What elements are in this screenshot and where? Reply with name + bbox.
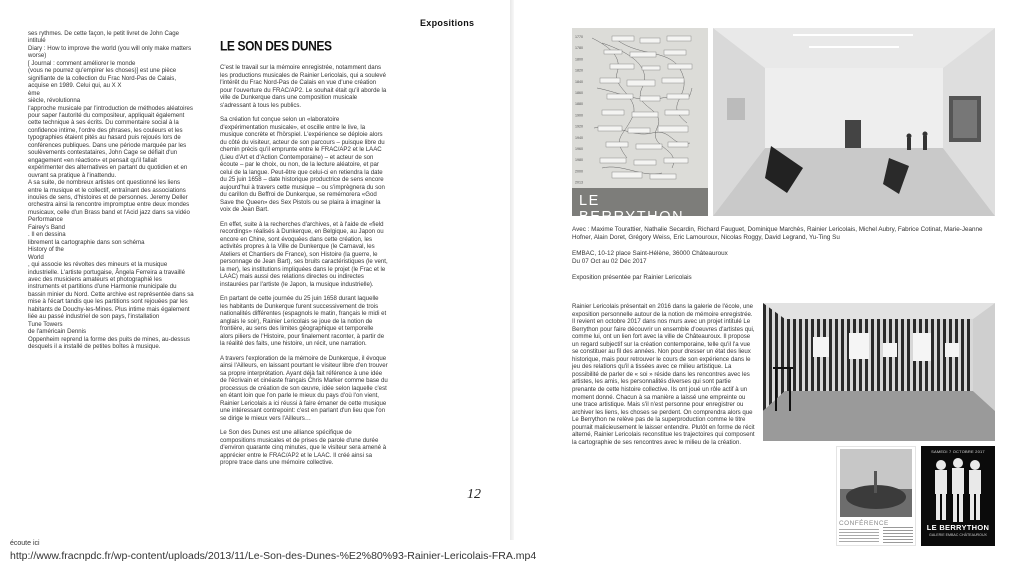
left-paragraph: siècle, révolutionna	[28, 97, 81, 105]
left-paragraph: A sa suite, de nombreux artistes ont questionné les liens entre la musique et le collectif, entraînant des associations inouïes de sens, d'histoires et de personnes. Jeremy Deller orchestra ainsi la rencontre impromptue entre deux mondes musicaux, celle d'un Brass band et l'Acid jazz dans sa vidéo Performance	[28, 179, 190, 224]
listen-label: écoute ici	[10, 540, 40, 547]
diagram-year-label: 1960	[575, 147, 583, 151]
middle-article	[220, 38, 388, 474]
article-paragraph: C'est le travail sur la mémoire enregistrée, notamment dans les productions musicales de Rainier Lericolais, qui a soulevé l'intérêt du Frac Nord-Pas de Calais en vue d'une création pour l'ouverture du FRAC/AP2. Le souhait était qu'il aborde la ville de Dunkerque dans une composition musicale s'adressant à tous les publics.	[220, 64, 387, 109]
berrython-poster-image	[921, 446, 995, 546]
diagram-year-label: 1840	[575, 79, 583, 84]
diagram-year-label: 1770	[575, 35, 583, 39]
invitation-photo	[840, 449, 912, 517]
left-paragraph: Fairey's Band	[28, 223, 66, 231]
audio-link[interactable]: http://www.fracnpdc.fr/wp-content/uploads/2013/11/Le-Son-des-Dunes-%E2%80%93-Rainier-Lericolais-FRA.mp4	[10, 550, 537, 562]
diagram-year-label: 1920	[575, 124, 583, 129]
article-title: LE SON DES DUNES	[220, 38, 332, 55]
left-paragraph: World	[28, 253, 44, 261]
poster-figures	[921, 455, 995, 525]
credits-artists: Avec : Maxime Tourattier, Nathalie Secardin, Richard Fauguet, Dominique Marchès, Rainier Lericolais, Michel Aubry, Fabrice Cotinat, Marie-Jeanne Hofner, Alain Doret, Grégory Weiss, Eric Lamouroux, Nicolas Roggy, David Legrand, Yu-Ting Su	[572, 226, 983, 241]
left-paragraph: (vous ne pourrez qu'empirer les choses)] est une pièce signifiante de la collection du Frac Nord-Pas de Calais, acquise en 1989. Celui qui, au X X	[28, 67, 177, 90]
diagram-year-label: 1820	[575, 68, 583, 73]
poster-title: LE BERRYTHON	[926, 523, 990, 532]
diagram-year-label: 1860	[575, 91, 583, 95]
berrython-diagram-image	[572, 28, 708, 225]
poster-subtitle: GALERIE EMBAC CHÂTEAUROUX	[929, 533, 987, 537]
left-paragraph: , qui associe les révoltes des mineurs et la musique industrielle. L'artiste portugaise, Ângela Ferreira a travaillé avec des musiciens amateurs et photographié les instruments et partitions d'une Harmonie municipale du bassin minier du Nord. Cette archive est représentée dans sa mise à l'écart tandis que les partitions sont rejouées par les habitants de Douchy-les-Mines. Plus intime mais également liée au passé industriel de son pays, l'installation	[28, 261, 194, 321]
poster-date: SAMEDI 7 OCTOBRE 2017	[931, 449, 985, 454]
article-paragraph: Le Son des Dunes est une alliance spécifique de compositions musicales et de prises de parole d'une durée d'environ quarante cinq minutes, que le visiteur sera amené à apprécier entre le FRAC/AP2 et le LAAC. Il créé ainsi sa propre trace dans une mémoire collective.	[220, 429, 387, 466]
section-brand-logo: Expositions	[420, 18, 475, 28]
left-paragraph: . Il en dessina	[28, 231, 66, 239]
left-paragraph: [ Journal : comment améliorer le monde	[28, 59, 136, 67]
article-paragraph: En effet, suite à la recherches d'archives, et à l'aide de «field recordings» réalisés à Dunkerque, en Belgique, au Japon ou encore en Chine, sont évoquées dans cette création, les activités propres à la Ville de Dunkerque (le Carnaval, les Ateliers et Chantiers de France), son Histoire (la guerre, le personnage de Jean Bart), ses bruits caractéristiques (le vent, la mer), les institutions impliquées dans le projet (le Frac et le LAAC) mais aussi des relations directes ou indirectes instaurées par l'artiste (le Japon, la musique industrielle).	[220, 220, 388, 288]
article-paragraph: A travers l'exploration de la mémoire de Dunkerque, il évoque ainsi l'Ailleurs, en laissant pourtant le visiteur libre d'en trouver sa propre interprétation. Ayant déjà fait référence à une idée de l'écrivain et cinéaste français Chris Marker comme base du processus de création de son œuvre, idée selon laquelle c'est en étant loin que l'on parle le mieux du pays d'où l'on vient, Rainier Lericolais a ici réussi à faire émaner de cette musique une intéressant contrepoint: c'est en parlant d'un lieu que l'on se dirige le mieux vers l'Ailleurs…	[220, 354, 388, 422]
diagram-year-label: 1800	[575, 57, 583, 62]
exhibition-credits	[572, 226, 990, 290]
credits-venue: EMBAC, 10-12 place Saint-Hélène, 36000 Châteauroux Du 07 Oct au 02 Déc 2017	[572, 250, 728, 265]
left-paragraph: ème	[28, 89, 40, 97]
left-paragraph: ses rythmes. De cette façon, le petit livret de John Cage intitulé	[28, 30, 180, 45]
left-paragraph: History of the	[28, 246, 64, 254]
diagram-banner: LE BERRYTHON	[572, 188, 708, 216]
diagram-year-label: 1980	[575, 158, 583, 163]
left-paragraph: l'approche musicale par l'introduction de méthodes aléatoires pour saper l'autorité du compositeur, appliquait également cette technique à ses écrits. Du commentaire social à la confidence intime, l'ordre des phrases, les couleurs et les typographies étaient pités au hasard puis rejoués lors de conférences publiques. Dans une période marquée par les soulèvements contestataires, John Cage se défiait d'un engagement «en réaction» et pensait qu'il fallait expérimenter des alternatives en partant du quotidien et en ouvrant sa pratique à l'inattendu.	[28, 104, 193, 179]
diagram-year-label: 1900	[575, 113, 583, 118]
article-paragraph: Sa création fut conçue selon un «laboratoire d'expérimentation musicale», et oscille entre le live, la musique concrète et l'hörspiel. L'expérience se déploie alors du côté du visiteur, acteur de son parcours – puisque libre du chemin précis qu'il emprunte entre le FRAC/AP2 et le LAAC (Lieu d'Art et d'Action Contemporaine) – et acteur de son écoute – par le choix, ou non, de la lecture aléatoire, et par celui de la langue. Peut-être que celui-ci en retiendra la date du 25 juin 1658 – date historique productrice de sens encore aujourd'hui à travers cette musique – ou s'imprègnera du son du carillon du Beffroi de Dunkerque, se remémorera «God Save the Queen» des Sex Pistols ou se plaira à imaginer la voix de Jean Bart.	[220, 116, 385, 213]
footer	[10, 540, 1010, 562]
gallery-installation-photo	[713, 28, 995, 216]
conference-invitation-image	[836, 446, 916, 546]
diagram-year-label: 2013	[575, 180, 583, 185]
left-paragraph: Oppenheim reprend la forme des puits de mines, au-dessus desquels il a installé de petites boîtes à musique.	[28, 335, 190, 351]
left-text-column	[28, 30, 194, 350]
diagram-year-label: 1940	[575, 135, 583, 140]
left-paragraph: librement la cartographie dans son schéma	[28, 238, 145, 246]
invitation-word: CONFÉRENCE	[839, 520, 889, 527]
striped-wall-gallery-photo	[763, 303, 995, 441]
left-paragraph: de l'américain Dennis	[28, 328, 87, 336]
diagram-year-label: 1780	[575, 46, 583, 51]
credits-presenter: Exposition présentée par Rainier Lericolais	[572, 274, 692, 281]
article-paragraph: En partant de cette journée du 25 juin 1658 durant laquelle les habitants de Dunkerque furent successivement de trois nationalités différentes (espagnols le matin, français le midi et anglais le soir), Rainier Lericolais se joue de la notion de frontière, au sens des limites géographique et temporelle alors piliers de l'Histoire, pour finalement raconter, à partir de la réalité des faits, une histoire, un récit, une narration.	[220, 295, 387, 347]
article-body	[220, 64, 388, 467]
diagram-year-label: 1880	[575, 102, 583, 107]
page-gutter	[510, 0, 514, 540]
diagram-year-label: 2000	[575, 169, 583, 174]
left-paragraph: Diary : How to improve the world (you will only make matters worse)	[28, 44, 192, 60]
page-number: 12	[467, 487, 481, 502]
left-paragraph: Tune Towers	[28, 320, 63, 328]
right-text-column: Rainier Lericolais présentait en 2016 dans la galerie de l'école, une exposition personnelle autour de la notion de mémoire enregistrée. Il revient en octobre 2017 dans nos murs avec un projet intitulé Le Berrython pour faire découvrir un ensemble d'oeuvres d'artistes qui, comme lui, ont un lien fort avec la ville de Châteauroux. Il propose un regard subjectif sur la création contemporaine, telle qu'il l'a vue se constituer au fil des années. Non pour dresser un état des lieux historique, mais pour retrouver le cours de son expérience dans le jeu des relations qu'il a tissées avec ce milieu artistique. La possibilité de parler de « soi » réside dans les rencontres avec les artistes, les amis, les personnalités diverses qui sont partie prenante de cette histoire collective. Ils ont joué un rôle actif à un moment donné. Chacun à sa manière a laissé une empreinte ou une trace artistique. Mais s'il n'est personne pour enregistrer ou archiver les liens, les choses se perdent. On comprendra alors que Le Berrython ne relève pas de la superproduction comme le titre pourrait malicieusement le laisser entendre. Plutôt en forme de récit alterné, Rainier Lericolais reconstitue les trajectoires qui composent la cartographie de ses rencontres avec le milieu de la création.	[572, 303, 755, 446]
